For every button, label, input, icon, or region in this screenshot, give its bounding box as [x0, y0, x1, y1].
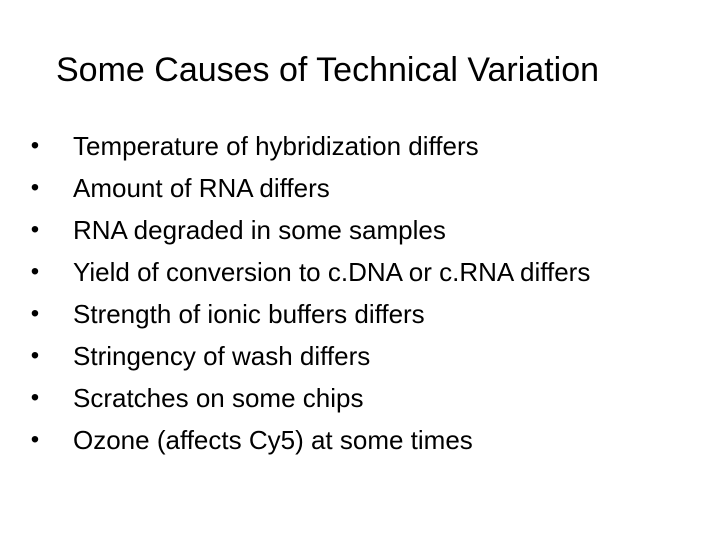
bullet-item [24, 215, 704, 245]
bullet-text: Strength of ionic buffers differs [73, 299, 425, 329]
bullet-dot-icon: • [30, 426, 40, 453]
bullet-text: Temperature of hybridization differs [73, 131, 479, 161]
bullet-text: Scratches on some chips [73, 383, 364, 413]
bullet-dot-icon: • [30, 132, 40, 159]
bullet-text: Yield of conversion to c.DNA or c.RNA differs [73, 257, 591, 287]
bullet-dot-icon: • [30, 300, 40, 327]
bullet-text: Ozone (affects Cy5) at some times [73, 425, 473, 455]
bullet-item [24, 257, 704, 287]
bullet-item [24, 383, 704, 413]
bullet-dot-icon: • [30, 216, 40, 243]
bullet-item [24, 173, 704, 203]
bullet-text: Stringency of wash differs [73, 341, 371, 371]
bullet-dot-icon: • [30, 258, 40, 285]
slide-title: Some Causes of Technical Variation [56, 51, 600, 89]
bullet-text: Amount of RNA differs [73, 173, 330, 203]
bullet-item [24, 299, 704, 329]
bullet-list [24, 131, 704, 467]
bullet-text: RNA degraded in some samples [73, 215, 446, 245]
bullet-dot-icon: • [30, 342, 40, 369]
bullet-dot-icon: • [30, 384, 40, 411]
bullet-item [24, 341, 704, 371]
bullet-dot-icon: • [30, 174, 40, 201]
bullet-item [24, 425, 704, 455]
bullet-item [24, 131, 704, 161]
